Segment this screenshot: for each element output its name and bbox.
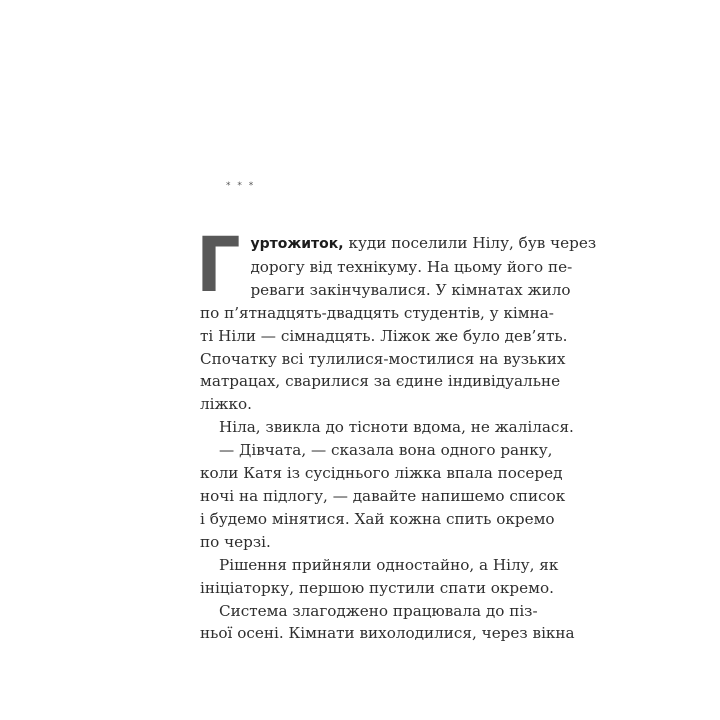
drop-cap-letter: Г <box>196 220 241 309</box>
text-line: Система злагоджено працювала до піз- <box>219 601 538 620</box>
text-line: Ніла, звикла до тісноти вдома, не жалілася. <box>219 418 574 437</box>
text-line: Спочатку всі тулилися-мостилися на вузьких <box>200 349 566 368</box>
text-line: — Дівчата, — сказала вона одного ранку, <box>219 441 553 460</box>
section-break-asterisks: * * * <box>226 181 256 191</box>
text-line: реваги закінчувалися. У кімнатах жило <box>250 280 571 299</box>
text-line: коли Катя із сусіднього ліжка впала посеред <box>200 464 563 483</box>
text-line: ньої осені. Кімнати вихолодилися, через вікна <box>200 624 575 643</box>
text-line: уртожиток, куди поселили Нілу, був через <box>250 234 597 252</box>
text-line: по п’ятнадцять-двадцять студентів, у кімна- <box>200 303 554 322</box>
text-line: матрацах, сварилися за єдине індивідуальне <box>200 372 561 391</box>
text-line: і будемо мінятися. Хай кожна спить окремо <box>200 509 555 528</box>
text-line: ті Ніли — сімнадцять. Ліжок же було дев’ять. <box>200 326 568 345</box>
text-line: ліжко. <box>200 395 252 414</box>
text-line: ночі на підлогу, — давайте напишемо список <box>200 486 566 505</box>
text-line: ініціаторку, першою пустили спати окремо. <box>200 578 554 597</box>
body-text <box>196 220 597 645</box>
text-line: дорогу від технікуму. На цьому його пе- <box>250 257 573 276</box>
text-lines <box>200 232 597 645</box>
text-line: Рішення прийняли одностайно, а Нілу, як <box>219 555 559 574</box>
text-line: по черзі. <box>200 532 271 551</box>
lead-word-bold: уртожиток, <box>250 236 344 252</box>
